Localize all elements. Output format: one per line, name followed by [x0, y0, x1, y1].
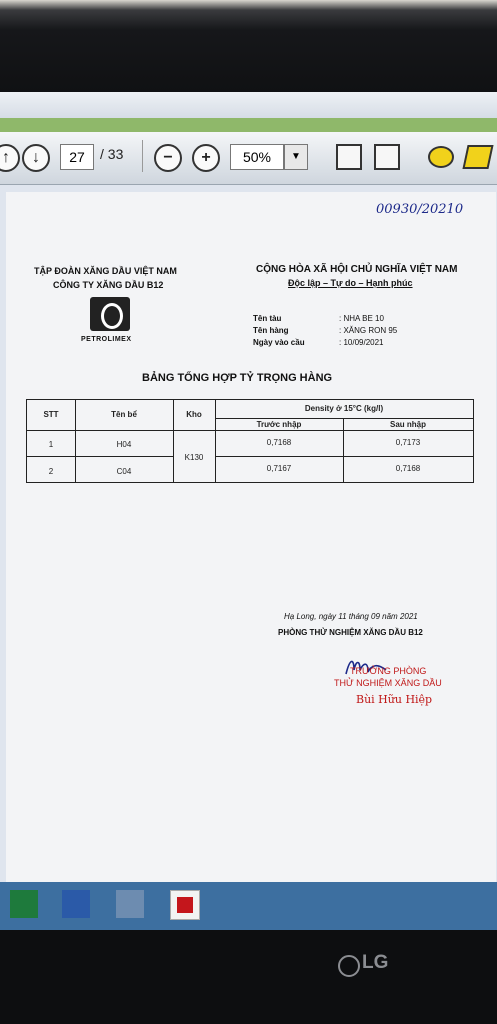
zoom-input[interactable]: 50% — [230, 144, 284, 170]
header-after: Sau nhập — [389, 420, 426, 429]
row2-stt: 2 — [48, 467, 54, 476]
app-title-area — [0, 92, 497, 118]
screen — [0, 92, 497, 930]
markup-icon[interactable] — [462, 145, 493, 169]
stamp-title: TRƯỞNG PHÒNG — [350, 666, 427, 676]
zoom-dropdown-arrow[interactable]: ▼ — [284, 144, 308, 170]
page-total: / 33 — [100, 146, 124, 162]
word-icon[interactable] — [62, 890, 90, 918]
header-density: Density ở 15°C (kg/l) — [304, 404, 384, 413]
info-label-date: Ngày vào cầu — [253, 338, 305, 347]
row2-tank: C04 — [116, 467, 132, 476]
petrolimex-logo — [90, 297, 130, 331]
row1-tank: H04 — [116, 440, 132, 449]
lg-logo-icon — [338, 955, 360, 977]
taskbar — [0, 882, 497, 930]
info-value-ship: : NHA BE 10 — [339, 314, 384, 323]
toolbar-divider — [142, 140, 143, 172]
header-tank: Tên bể — [111, 410, 137, 419]
menu-bar — [0, 118, 497, 132]
scanner-icon[interactable] — [116, 890, 144, 918]
header-stt: STT — [43, 410, 59, 419]
depot-value: K130 — [184, 453, 204, 462]
info-value-product: : XĂNG RON 95 — [339, 326, 398, 335]
acrobat-icon[interactable] — [170, 890, 200, 920]
row1-after: 0,7173 — [395, 438, 421, 447]
pdf-toolbar — [0, 132, 497, 185]
date-line: Hạ Long, ngày 11 tháng 09 năm 2021 — [284, 612, 418, 621]
header-depot: Kho — [186, 410, 202, 419]
next-page-button[interactable]: ↓ — [22, 144, 50, 172]
row1-stt: 1 — [48, 440, 54, 449]
document-title: BẢNG TỔNG HỢP TỶ TRỌNG HÀNG — [142, 372, 333, 384]
stamp-dept: THỬ NGHIỆM XĂNG DẦU — [334, 678, 442, 688]
handwritten-ref: 00930/20210 — [376, 202, 464, 217]
monitor-bezel-top — [0, 0, 497, 92]
row2-after: 0,7168 — [395, 464, 421, 473]
republic-title: CỘNG HÒA XÃ HỘI CHỦ NGHĨA VIỆT NAM — [256, 264, 458, 275]
info-value-date: : 10/09/2021 — [339, 338, 384, 347]
excel-icon[interactable] — [10, 890, 38, 918]
density-table — [26, 399, 474, 483]
monitor-bezel-bottom — [0, 930, 497, 1024]
pdf-page — [6, 192, 496, 882]
zoom-in-button[interactable]: + — [192, 144, 220, 172]
logo-text: PETROLIMEX — [81, 336, 132, 343]
header-before: Trước nhập — [256, 420, 302, 429]
fit-page-icon[interactable] — [336, 144, 362, 170]
prev-page-button[interactable]: ↑ — [0, 144, 20, 172]
comment-icon[interactable] — [428, 146, 454, 168]
info-label-ship: Tên tàu — [253, 314, 282, 323]
republic-motto: Độc lập – Tự do – Hạnh phúc — [288, 278, 413, 288]
page-number-input[interactable]: 27 — [60, 144, 94, 170]
lab-name: PHÒNG THỬ NGHIỆM XĂNG DẦU B12 — [278, 628, 423, 637]
fit-width-icon[interactable] — [374, 144, 400, 170]
org-line-1: TẬP ĐOÀN XĂNG DẦU VIỆT NAM — [34, 266, 177, 276]
row1-before: 0,7168 — [266, 438, 292, 447]
org-line-2: CÔNG TY XĂNG DẦU B12 — [53, 280, 164, 290]
info-label-product: Tên hàng — [253, 326, 289, 335]
zoom-out-button[interactable]: − — [154, 144, 182, 172]
monitor-brand: LG — [362, 952, 389, 973]
signer-name: Bùi Hữu Hiệp — [356, 693, 433, 706]
row2-before: 0,7167 — [266, 464, 292, 473]
